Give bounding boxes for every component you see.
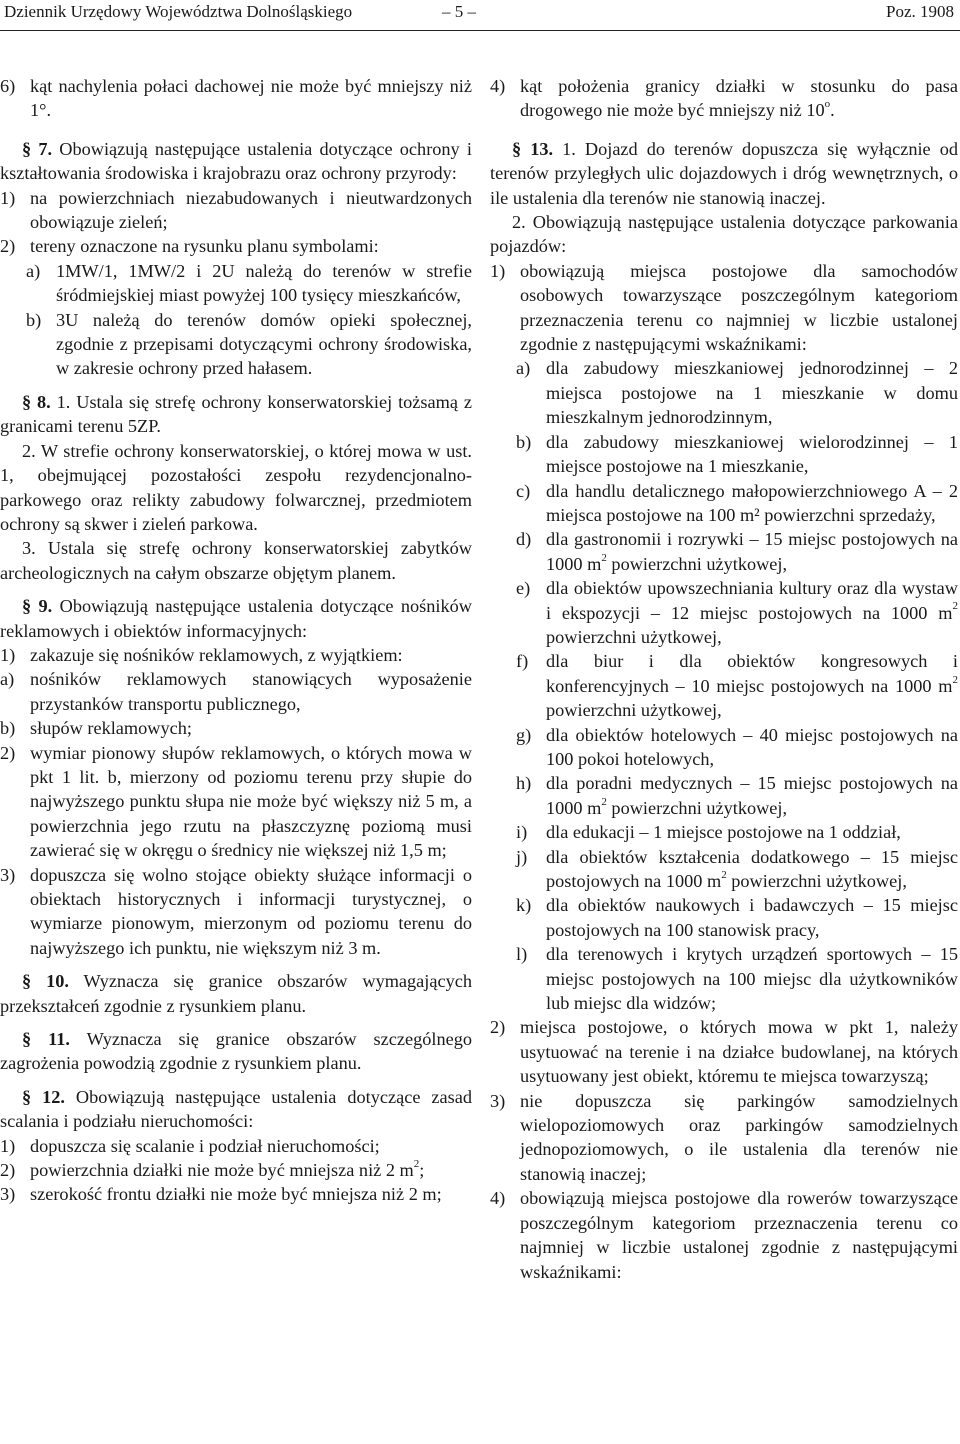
list-item: 2) powierzchnia działki nie może być mniejsza niż 2 $m^2$; <box>0 1157 425 1181</box>
page-header <box>0 0 960 32</box>
section-10: § 10. Wyznacza się granice obszarów wymagających przekształceń zgodnie z rysunkiem planu. <box>0 971 472 1016</box>
list-subitem: h) dla poradni medycznych – 15 miejsc postojowych na 1000 $m^2$ powierzchni użytkowej, <box>516 773 958 818</box>
list-item: 4) kąt położenia granicy działki w stosunku do pasa drogowego nie może być mniejszy niż 10$^o$. <box>490 76 958 121</box>
list-subitem: b) słupów reklamowych; <box>0 718 192 739</box>
right-column <box>490 74 958 1284</box>
section-12: § 12. Obowiązują następujące ustalenia dotyczące zasad scalania i podziału nieruchomości: <box>0 1086 472 1132</box>
section-9: § 9. Obowiązują następujące ustalenia dotyczące nośników reklamowych i obiektów informacyjnych: <box>0 596 472 641</box>
list-item: 2) wymiar pionowy słupów reklamowych, o których mowa w pkt 1 lit. b, mierzony od poziomu terenu przy słupie do najwyższego punktu słupa nie może być większy niż 5 m, a powierzchnia jego rzutu na płaszczyznę poziomą musi zawierać się w okręgu o średnicy nie większej niż 1,5 m; <box>0 742 472 861</box>
list-item: 2) miejsca postojowe, o których mowa w pkt 1, należy usytuować na terenie i na działce budowlanej, na których usytuowany jest obiekt, któremu te miejsca towarzyszą; <box>490 1017 958 1087</box>
list-subitem: c) dla handlu detalicznego małopowierzchniowego A – 2 miejsca postojowe na 100 m² powierzchni sprzedaży, <box>516 480 958 525</box>
list-subitem: b) 3U należą do terenów domów opieki społecznej, zgodnie z przepisami dotyczącymi ochrony środowiska, w zakresie ochrony przed hałasem. <box>26 309 472 379</box>
list-item: 1) na powierzchniach niezabudowanych i nieutwardzonych obowiązuje zieleń; <box>0 187 472 233</box>
section-13-paragraph: 2. Obowiązują następujące ustalenia dotyczące parkowania pojazdów: <box>490 212 958 257</box>
page-number: – 5 – <box>442 2 476 21</box>
list-item: 3) szerokość frontu działki nie może być mniejsza niż 2 m; <box>0 1184 442 1205</box>
section-11: § 11. Wyznacza się granice obszarów szczególnego zagrożenia powodzią zgodnie z rysunkiem planu. <box>0 1029 472 1074</box>
list-subitem: e) dla obiektów upowszechniania kultury oraz dla wystaw i ekspozycji – 12 miejsc postojowych na 1000 $m^2$ powierzchni użytkowej, <box>516 578 958 647</box>
list-item: 2) tereny oznaczone na rysunku planu symbolami: <box>0 236 379 257</box>
position-number: Poz. 1908 <box>886 2 954 21</box>
list-item: 3) dopuszcza się wolno stojące obiekty służące informacji o obiektach historycznych i informacji turystycznej, o wymiarze pionowym, mierzonym od poziomu terenu do najwyższego ich punktu, nie większym niż 3 m. <box>0 864 472 958</box>
list-subitem: a) 1MW/1, 1MW/2 i 2U należą do terenów w strefie śródmiejskiej miast powyżej 100 tysięcy mieszkańców, <box>26 260 472 306</box>
list-subitem: a) dla zabudowy mieszkaniowej jednorodzinnej – 2 miejsca postojowe na 1 mieszkanie w domu mieszkalnym jednorodzinnym, <box>516 358 958 428</box>
list-subitem: d) dla gastronomii i rozrywki – 15 miejsc postojowych na 1000 $m^2$ powierzchni użytkowej, <box>516 529 958 574</box>
section-7: § 7. Obowiązują następujące ustalenia dotyczące ochrony i kształtowania środowiska i krajobrazu oraz ochrony przyrody: <box>0 138 472 184</box>
list-subitem: a) nośników reklamowych stanowiących wyposażenie przystanków transportu publicznego, <box>0 669 472 714</box>
section-8-paragraph: 2. W strefie ochrony konserwatorskiej, o której mowa w ust. 1, obejmującej pozostałości zespołu rezydencjonalno-parkowego oraz relikty zabudowy folwarcznej, przedmiotem ochrony są skwer i zieleń parkowa. <box>0 440 472 534</box>
section-8-paragraph: 3. Ustala się strefę ochrony konserwatorskiej zabytków archeologicznych na całym obszarze objętym planem. <box>0 538 472 583</box>
list-item: 1) obowiązują miejsca postojowe dla samochodów osobowych towarzyszące poszczególnym kategoriom przeznaczenia terenu co najmniej w liczbie ustalonej zgodnie z następującymi wskaźnikami: <box>490 260 958 355</box>
list-subitem: g) dla obiektów hotelowych – 40 miejsc postojowych na 100 pokoi hotelowych, <box>516 724 958 769</box>
list-subitem: i) dla edukacji – 1 miejsce postojowe na 1 oddział, <box>516 822 901 843</box>
list-item: 3) nie dopuszcza się parkingów samodzielnych wielopoziomowych oraz parkingów samodzielnych jednopoziomowych, o ile ustalenia dla terenów nie stanowią inaczej; <box>490 1090 958 1184</box>
list-subitem: f) dla biur i dla obiektów kongresowych i konferencyjnych – 10 miejsc postojowych na 1000 $m^2$ powierzchni użytkowej, <box>516 651 958 721</box>
list-subitem: j) dla obiektów kształcenia dodatkowego – 15 miejsc postojowych na 1000 $m^2$ powierzchni użytkowej, <box>516 846 958 891</box>
list-subitem: b) dla zabudowy mieszkaniowej wielorodzinnej – 1 miejsce postojowe na 1 mieszkanie, <box>516 431 958 477</box>
list-item: 4) obowiązują miejsca postojowe dla rowerów towarzyszące poszczególnym kategoriom przeznaczenia terenu co najmniej w liczbie ustalonej zgodnie z następującymi wskaźnikami: <box>490 1188 958 1282</box>
journal-title: Dziennik Urzędowy Województwa Dolnośląskiego <box>4 2 353 21</box>
list-subitem: k) dla obiektów naukowych i badawczych – 15 miejsc postojowych na 100 stanowisk pracy, <box>516 895 958 940</box>
left-column <box>0 74 472 1207</box>
section-8: § 8. 1. Ustala się strefę ochrony konserwatorskiej tożsamą z granicami terenu 5ZP. <box>0 391 472 437</box>
header-rule <box>0 30 960 31</box>
list-item: 1) dopuszcza się scalanie i podział nieruchomości; <box>0 1135 380 1156</box>
list-item: 1) zakazuje się nośników reklamowych, z wyjątkiem: <box>0 644 403 665</box>
list-subitem: l) dla terenowych i krytych urządzeń sportowych – 15 miejsc postojowych na 100 miejsc dla użytkowników lub miejsc dla widzów; <box>516 944 958 1014</box>
section-13: § 13. 1. Dojazd do terenów dopuszcza się wyłącznie od terenów przyległych ulic dojazdowych i dróg wewnętrznych, o ile ustalenia dla terenów nie stanowią inaczej. <box>490 138 959 208</box>
list-item: 6) kąt nachylenia połaci dachowej nie może być mniejszy niż 1°. <box>0 76 472 121</box>
